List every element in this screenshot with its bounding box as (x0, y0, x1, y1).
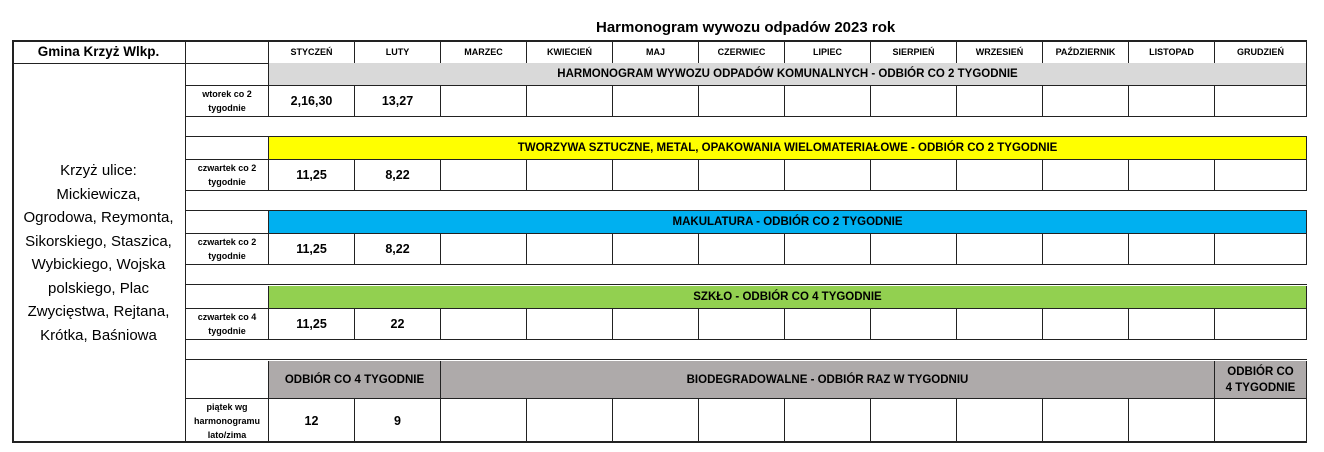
month-header: SIERPIEŃ (871, 40, 957, 64)
category-band: HARMONOGRAM WYWOZU ODPADÓW KOMUNALNYCH - ODBIÓR CO 2 TYGODNIE (269, 63, 1307, 86)
frequency-label: czwartek co 4 tygodnie (186, 309, 269, 340)
date-cell (441, 234, 527, 265)
month-header: MAJ (613, 40, 699, 64)
date-cell (1215, 234, 1307, 265)
spacer-row (186, 117, 1307, 137)
date-cell (1129, 399, 1215, 443)
date-cell: 2,16,30 (269, 86, 355, 117)
month-header: LUTY (355, 40, 441, 64)
date-cell (1129, 86, 1215, 117)
date-cell (785, 234, 871, 265)
date-cell (1129, 160, 1215, 191)
date-cell (699, 160, 785, 191)
date-cell (785, 399, 871, 443)
frequency-label: czwartek co 2 tygodnie (186, 160, 269, 191)
date-cell (1215, 309, 1307, 340)
month-header: LIPIEC (785, 40, 871, 64)
frequency-label: wtorek co 2 tygodnie (186, 86, 269, 117)
date-cell (785, 309, 871, 340)
date-cell (1043, 234, 1129, 265)
date-cell (613, 399, 699, 443)
frequency-header-blank (186, 40, 269, 64)
date-cell (871, 399, 957, 443)
band-row-blank (186, 361, 269, 399)
date-cell (699, 399, 785, 443)
frequency-label: piątek wg harmonogramu lato/zima (186, 399, 269, 443)
date-cell (871, 86, 957, 117)
date-cell (871, 309, 957, 340)
date-cell (1215, 160, 1307, 191)
date-cell (699, 234, 785, 265)
date-cell (699, 86, 785, 117)
date-cell (441, 160, 527, 191)
date-cell (957, 86, 1043, 117)
date-cell (871, 160, 957, 191)
date-cell (699, 309, 785, 340)
month-header: KWIECIEŃ (527, 40, 613, 64)
date-cell (527, 309, 613, 340)
date-cell: 11,25 (269, 234, 355, 265)
date-cell: 9 (355, 399, 441, 443)
date-cell (1129, 309, 1215, 340)
gmina-header: Gmina Krzyż Wlkp. (12, 40, 186, 64)
date-cell: 11,25 (269, 309, 355, 340)
date-cell (1043, 86, 1129, 117)
category-band: TWORZYWA SZTUCZNE, METAL, OPAKOWANIA WIELOMATERIAŁOWE - ODBIÓR CO 2 TYGODNIE (269, 137, 1307, 160)
date-cell (1043, 160, 1129, 191)
table-bottom-border (12, 441, 1307, 443)
band-row-blank (186, 211, 269, 234)
date-cell (527, 234, 613, 265)
date-cell (957, 309, 1043, 340)
date-cell: 11,25 (269, 160, 355, 191)
category-band: SZKŁO - ODBIÓR CO 4 TYGODNIE (269, 286, 1307, 309)
category-band: ODBIÓR CO 4 TYGODNIE (269, 361, 441, 399)
spacer-row (186, 340, 1307, 360)
date-cell: 8,22 (355, 234, 441, 265)
frequency-label: czwartek co 2 tygodnie (186, 234, 269, 265)
spacer-row (186, 191, 1307, 211)
date-cell (957, 234, 1043, 265)
category-band: MAKULATURA - ODBIÓR CO 2 TYGODNIE (269, 211, 1307, 234)
title-text: Harmonogram wywozu odpadów 2023 rok (596, 19, 896, 36)
month-header: WRZESIEŃ (957, 40, 1043, 64)
date-cell (613, 86, 699, 117)
date-cell (1129, 234, 1215, 265)
date-cell (785, 86, 871, 117)
date-cell: 12 (269, 399, 355, 443)
date-cell (441, 309, 527, 340)
date-cell (957, 399, 1043, 443)
spacer-row (186, 265, 1307, 285)
date-cell (613, 234, 699, 265)
month-header: LISTOPAD (1129, 40, 1215, 64)
date-cell (1215, 86, 1307, 117)
band-row-blank (186, 286, 269, 309)
date-cell: 8,22 (355, 160, 441, 191)
date-cell (441, 399, 527, 443)
month-header: PAŹDZIERNIK (1043, 40, 1129, 64)
date-cell (527, 86, 613, 117)
date-cell (785, 160, 871, 191)
date-cell (527, 160, 613, 191)
date-cell (1043, 309, 1129, 340)
date-cell (871, 234, 957, 265)
category-band: BIODEGRADOWALNE - ODBIÓR RAZ W TYGODNIU (441, 361, 1215, 399)
date-cell: 22 (355, 309, 441, 340)
date-cell (957, 160, 1043, 191)
month-header: MARZEC (441, 40, 527, 64)
date-cell (1215, 399, 1307, 443)
date-cell (527, 399, 613, 443)
date-cell (613, 309, 699, 340)
date-cell (1043, 399, 1129, 443)
streets-cell: Krzyż ulice: Mickiewicza, Ogrodowa, Reymonta, Sikorskiego, Staszica, Wybickiego, Wojska polskiego, Plac Zwycięstwa, Rejtana, Krótka, Baśniowa (12, 64, 186, 443)
band-row-blank (186, 63, 269, 86)
date-cell: 13,27 (355, 86, 441, 117)
month-header: CZERWIEC (699, 40, 785, 64)
category-band: ODBIÓR CO 4 TYGODNIE (1215, 361, 1307, 399)
date-cell (613, 160, 699, 191)
month-header: GRUDZIEŃ (1215, 40, 1307, 64)
month-header: STYCZEŃ (269, 40, 355, 64)
band-row-blank (186, 137, 269, 160)
date-cell (441, 86, 527, 117)
